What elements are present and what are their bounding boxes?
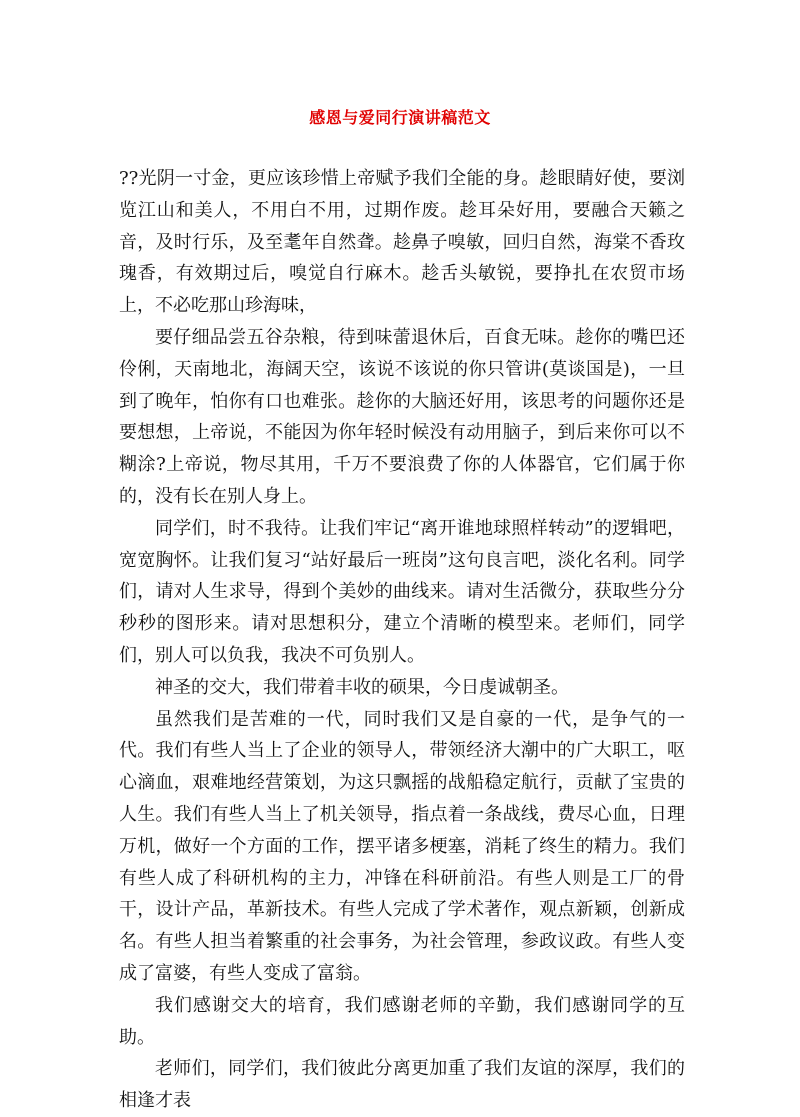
paragraph: 神圣的交大，我们带着丰收的硕果，今日虔诚朝圣。 [155, 676, 569, 698]
paragraph: ??光阴一寸金，更应该珍惜上帝赋予我们全能的身。趁眼睛好使，要浏览江山和美人，不用白不用，过期作废。趁耳朵好用，要融合天籁之音，及时行乐，及至耄年自然聋。趁鼻子嗅敏，回归自然，海棠不香玫瑰香，有效期过后，嗅觉自行麻木。趁舌头敏锐，要挣扎在农贸市场上，不必吃那山珍海味， [119, 168, 685, 317]
paragraph: 同学们，时不我待。让我们牢记“离开谁地球照样转动”的逻辑吧，宽宽胸怀。让我们复习“站好最后一班岗”这句良言吧，淡化名利。同学们，请对人生求导，得到个美妙的曲线来。请对生活微分，获取些分分秒秒的图形来。请对思想积分，建立个清晰的模型来。老师们，同学们，别人可以负我，我决不可负别人。 [119, 517, 685, 666]
document-body [119, 163, 685, 1117]
document-title: 感恩与爱同行演讲稿范文 [309, 108, 491, 127]
paragraph: 虽然我们是苦难的一代，同时我们又是自豪的一代，是争气的一代。我们有些人当上了企业的领导人，带领经济大潮中的广大职工，呕心滴血，艰难地经营策划，为这只飘摇的战船稳定航行，贡献了宝贵的人生。我们有些人当上了机关领导，指点着一条战线，费尽心血，日理万机，做好一个方面的工作，摆平诸多梗塞，消耗了终生的精力。我们有些人成了科研机构的主力，冲锋在科研前沿。有些人则是工厂的骨干，设计产品，革新技术。有些人完成了学术著作，观点新颖，创新成名。有些人担当着繁重的社会事务，为社会管理，参政议政。有些人变成了富婆，有些人变成了富翁。 [119, 708, 685, 984]
paragraph: 我们感谢交大的培育，我们感谢老师的辛勤，我们感谢同学的互助。 [119, 994, 685, 1048]
paragraph: 要仔细品尝五谷杂粮，待到味蕾退休后，百食无味。趁你的嘴巴还伶俐，天南地北，海阔天空，该说不该说的你只管讲(莫谈国是)，一旦到了晚年，怕你有口也难张。趁你的大脑还好用，该思考的问题你还是要想想，上帝说，不能因为你年轻时候没有动用脑子，到后来你可以不糊涂?上帝说，物尽其用，千万不要浪费了你的人体器官，它们属于你的，没有长在别人身上。 [119, 326, 685, 507]
paragraph: 老师们，同学们，我们彼此分离更加重了我们友谊的深厚，我们的相逢才表 [119, 1058, 685, 1112]
